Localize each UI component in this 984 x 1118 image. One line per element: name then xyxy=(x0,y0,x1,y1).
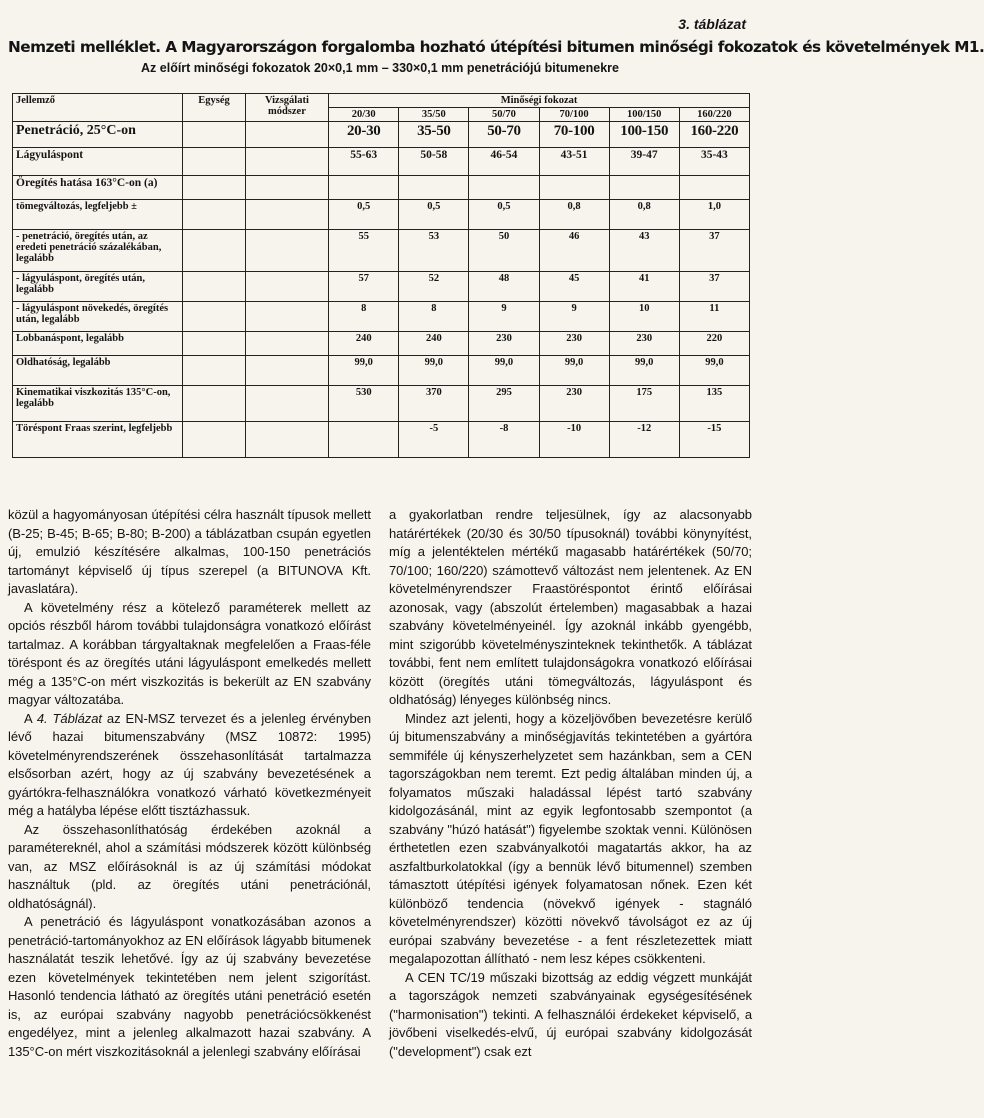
grade-value: 55-63 xyxy=(329,148,399,176)
page-subtitle: Az előírt minőségi fokozatok 20×0,1 mm – 330×0,1 mm penetrációjú bitumenekre xyxy=(141,61,619,75)
grade-header: 20/30 xyxy=(329,108,399,122)
row-unit xyxy=(183,148,245,176)
row-method xyxy=(245,272,328,302)
grade-value: 50-70 xyxy=(469,122,539,148)
grade-value: 46 xyxy=(539,230,609,272)
row-unit xyxy=(183,272,245,302)
grade-value: 0,8 xyxy=(539,200,609,230)
row-label: - lágyuláspont növekedés, öregítés után, legalább xyxy=(13,302,183,332)
row-label: Penetráció, 25°C-on xyxy=(13,122,183,148)
grade-value: 230 xyxy=(469,332,539,356)
page-title: Nemzeti melléklet. A Magyarországon forgalomba hozható útépítési bitumen minőségi fokozatok és követelmények M1. xyxy=(8,38,984,56)
grade-value: 99,0 xyxy=(469,356,539,386)
body-text xyxy=(8,506,752,1061)
table-row xyxy=(13,272,750,302)
table-reference: 4. Táblázat xyxy=(36,710,102,726)
paragraph xyxy=(8,710,371,821)
grade-value: 55 xyxy=(329,230,399,272)
row-unit xyxy=(183,302,245,332)
grade-value: 57 xyxy=(329,272,399,302)
paragraph: Mindez azt jelenti, hogy a közeljövőben bevezetésre kerülő új bitumenszabvány a minőségjavítás tekintetében a gyártóra semmiféle új kényszerhelyzetet sem hazánkban, sem a CEN tagországokban nem teremt. Ezt pedig általában minden új, a folyamatos műszaki haladással lépést tartó szabvány kidolgozásánál, mint az egyik legfontosabb szempontot (a szabvány "húzó hatását") figyelembe szoktak venni. Különösen érthetetlen ezen szabványalkotói magatartás akkor, ha az aszfaltburkolatokkal (így a bennük lévő bitumennel) szemben támasztott útépítési igények folyamatosan nőnek. Ezen két különböző tendencia (növekvő igények - stagnáló követelményrendszer) közötti növekvő távolságot ez az új európai szabvány bevezetése - a fent részletezettek miatt megalapozottan állítható - nem lesz képes csökkenteni. xyxy=(389,710,752,966)
grade-value: 100-150 xyxy=(609,122,679,148)
row-method xyxy=(245,422,328,458)
row-label: Lobbanáspont, legalább xyxy=(13,332,183,356)
grade-value: 50-58 xyxy=(399,148,469,176)
grade-value: 240 xyxy=(329,332,399,356)
grade-value: 11 xyxy=(679,302,749,332)
grade-value: 135 xyxy=(679,386,749,422)
grade-value: 99,0 xyxy=(329,356,399,386)
grade-value: 10 xyxy=(609,302,679,332)
grade-value: 0,8 xyxy=(609,200,679,230)
grade-value: 99,0 xyxy=(539,356,609,386)
grade-header: 70/100 xyxy=(539,108,609,122)
row-method xyxy=(245,332,328,356)
grade-value: 370 xyxy=(399,386,469,422)
row-unit xyxy=(183,386,245,422)
table-row xyxy=(13,302,750,332)
row-method xyxy=(245,302,328,332)
paragraph: a gyakorlatban rendre teljesülnek, így az alacsonyabb határértékek (20/30 és 30/50 típusoknál) további könynyítést, míg a jelentéktelen mértékű magasabb határértékek (50/70; 70/100; 160/220) számottevő változást nem jelentenek. Az EN követelményrendszer Fraastöréspontot érintő előírásai azonosak, vagy (abszolút értelemben) magasabbak a hazai szabvány követelményeinél. Így azoknál inkább gyengébb, mint szigorúbb követelményszinteknek tekinthetők. A táblázat további, fent nem említett tulajdonságokra vonatkozó előírásai között (öregítés utáni tömegváltozás, lágyuláspont és oldhatóság) lényeges különbség nincs. xyxy=(389,507,752,707)
grade-header: 100/150 xyxy=(609,108,679,122)
grade-value: 46-54 xyxy=(469,148,539,176)
grade-value xyxy=(539,176,609,200)
grade-value: 1,0 xyxy=(679,200,749,230)
grade-value: 0,5 xyxy=(469,200,539,230)
paragraph: A követelmény rész a kötelező paraméterek mellett az opciós részből három további tulajdonságra vonatkozó előírást tartalmaz. A korábban tárgyaltaknak megfelelően a Fraas-féle töréspont és az öregítés utáni lágyuláspont emelkedés mellett még a 135°C-on mért viszkozitás is bekerült az EN szabvány magyar változatába. xyxy=(8,599,371,707)
grade-value: -5 xyxy=(399,422,469,458)
row-label: - lágyuláspont, öregítés után, legalább xyxy=(13,272,183,302)
paragraph: A penetráció és lágyuláspont vonatkozásában azonos a penetráció-tartományokhoz az EN előírások lágyabb bitumenek használatát teszik lehetővé. Így az új szabvány bevezetése ezen követelmények tekintetében nem jelent szigorítást. Hasonló tendencia látható az öregítés utáni penetráció esetén is, az európai szabvány nagyobb penetrációcsökkenést engedélyez, mint a jelenleg alkalmazott hazai szabvány. A 135°C-on mért viszkozitásoknál a jelenlegi szabvány előírásai xyxy=(8,914,371,1059)
grade-value: 230 xyxy=(539,386,609,422)
grade-value: -15 xyxy=(679,422,749,458)
paragraph-rest: az EN-MSZ tervezet és a jelenleg érvényben lévő hazai bitumenszabvány (MSZ 10872: 1995) követelményrendszerének összehasonlítását tartalmazza elsősorban azért, hogy az új szabvány bevezetésének a gyártókra-felhasználókra vonatkozó várható következményeit még a hatályba lépése előtt tisztázhassuk. xyxy=(8,710,372,818)
grade-value: 175 xyxy=(609,386,679,422)
grade-header: 35/50 xyxy=(399,108,469,122)
grade-value: 43-51 xyxy=(539,148,609,176)
row-unit xyxy=(183,122,245,148)
header-property: Jellemző xyxy=(13,94,183,122)
grade-value: -12 xyxy=(609,422,679,458)
row-method xyxy=(245,356,328,386)
table-row xyxy=(13,200,750,230)
grade-value: 35-43 xyxy=(679,148,749,176)
row-method xyxy=(245,200,328,230)
row-method xyxy=(245,122,328,148)
row-unit xyxy=(183,332,245,356)
table-row xyxy=(13,148,750,176)
requirements-table xyxy=(12,93,750,458)
grade-value: 35-50 xyxy=(399,122,469,148)
table-row xyxy=(13,176,750,200)
grade-value: -10 xyxy=(539,422,609,458)
row-method xyxy=(245,176,328,200)
header-unit: Egység xyxy=(183,94,245,122)
grade-value xyxy=(679,176,749,200)
grade-value: 0,5 xyxy=(399,200,469,230)
grade-value: 9 xyxy=(539,302,609,332)
grade-value xyxy=(399,176,469,200)
row-unit xyxy=(183,422,245,458)
table-row xyxy=(13,422,750,458)
table-row xyxy=(13,230,750,272)
grade-value: 52 xyxy=(399,272,469,302)
grade-value: 220 xyxy=(679,332,749,356)
grade-value: 37 xyxy=(679,230,749,272)
table-row xyxy=(13,332,750,356)
row-method xyxy=(245,386,328,422)
grade-value: 45 xyxy=(539,272,609,302)
grade-value: 48 xyxy=(469,272,539,302)
grade-value: 20-30 xyxy=(329,122,399,148)
grade-value: 70-100 xyxy=(539,122,609,148)
row-label: Lágyuláspont xyxy=(13,148,183,176)
grade-value: 8 xyxy=(399,302,469,332)
grade-value xyxy=(609,176,679,200)
row-label: Kinematikai viszkozitás 135°C-on, legalább xyxy=(13,386,183,422)
row-label: Oldhatóság, legalább xyxy=(13,356,183,386)
grade-value: 0,5 xyxy=(329,200,399,230)
grade-value: 41 xyxy=(609,272,679,302)
grade-value: 230 xyxy=(539,332,609,356)
row-unit xyxy=(183,356,245,386)
right-column xyxy=(389,506,752,1061)
grade-value: 230 xyxy=(609,332,679,356)
grade-value: 53 xyxy=(399,230,469,272)
row-label: Öregítés hatása 163°C-on (a) xyxy=(13,176,183,200)
header-method: Vizsgálati módszer xyxy=(245,94,328,122)
grade-value: 240 xyxy=(399,332,469,356)
grade-header: 160/220 xyxy=(679,108,749,122)
grade-value: 99,0 xyxy=(399,356,469,386)
grade-value xyxy=(329,176,399,200)
paragraph: A CEN TC/19 műszaki bizottság az eddig végzett munkáját a tagországok nemzeti szabványainak egységesítésének ("harmonisation") tekinti. A felhasználói érdekeket képviselő, a jövőbeni viselkedés-elvű, új európai szabvány kidolgozását ("development") csak ezt xyxy=(389,969,752,1059)
grade-header: 50/70 xyxy=(469,108,539,122)
grade-value: -8 xyxy=(469,422,539,458)
left-column xyxy=(8,506,371,1061)
paragraph-prefix: A xyxy=(24,710,37,726)
row-method xyxy=(245,230,328,272)
row-label: Töréspont Fraas szerint, legfeljebb xyxy=(13,422,183,458)
row-unit xyxy=(183,200,245,230)
grade-value: 43 xyxy=(609,230,679,272)
header-grades: Minőségi fokozat xyxy=(329,94,750,108)
row-unit xyxy=(183,230,245,272)
grade-value: 160-220 xyxy=(679,122,749,148)
paragraph: közül a hagyományosan útépítési célra használt típusok mellett (B-25; B-45; B-65; B-80; B-200) a táblázatban csupán egyetlen új, emulzió készítésére alkalmas, 100-150 penetrációs tartományt képviselő új típus szerepel (a BITUNOVA Kft. javaslatára). xyxy=(8,507,371,596)
table-row xyxy=(13,356,750,386)
grade-value: 8 xyxy=(329,302,399,332)
grade-value: 9 xyxy=(469,302,539,332)
row-label: tömegváltozás, legfeljebb ± xyxy=(13,200,183,230)
grade-value: 99,0 xyxy=(679,356,749,386)
grade-value: 295 xyxy=(469,386,539,422)
paragraph: Az összehasonlíthatóság érdekében azoknál a paramétereknél, ahol a számítási módszerek között különbség van, az MSZ előírásoknál is az új számítási módokat használtuk (pld. az öregítés utáni penetrációnál, oldhatóságnál). xyxy=(8,821,371,911)
grade-value: 50 xyxy=(469,230,539,272)
table-row xyxy=(13,386,750,422)
table-number-label: 3. táblázat xyxy=(678,16,746,32)
row-method xyxy=(245,148,328,176)
row-unit xyxy=(183,176,245,200)
grade-value: 37 xyxy=(679,272,749,302)
grade-value xyxy=(329,422,399,458)
row-label: - penetráció, öregítés után, az eredeti penetráció százalékában, legalább xyxy=(13,230,183,272)
grade-value xyxy=(469,176,539,200)
grade-value: 99,0 xyxy=(609,356,679,386)
grade-value: 530 xyxy=(329,386,399,422)
table-row xyxy=(13,122,750,148)
grade-value: 39-47 xyxy=(609,148,679,176)
